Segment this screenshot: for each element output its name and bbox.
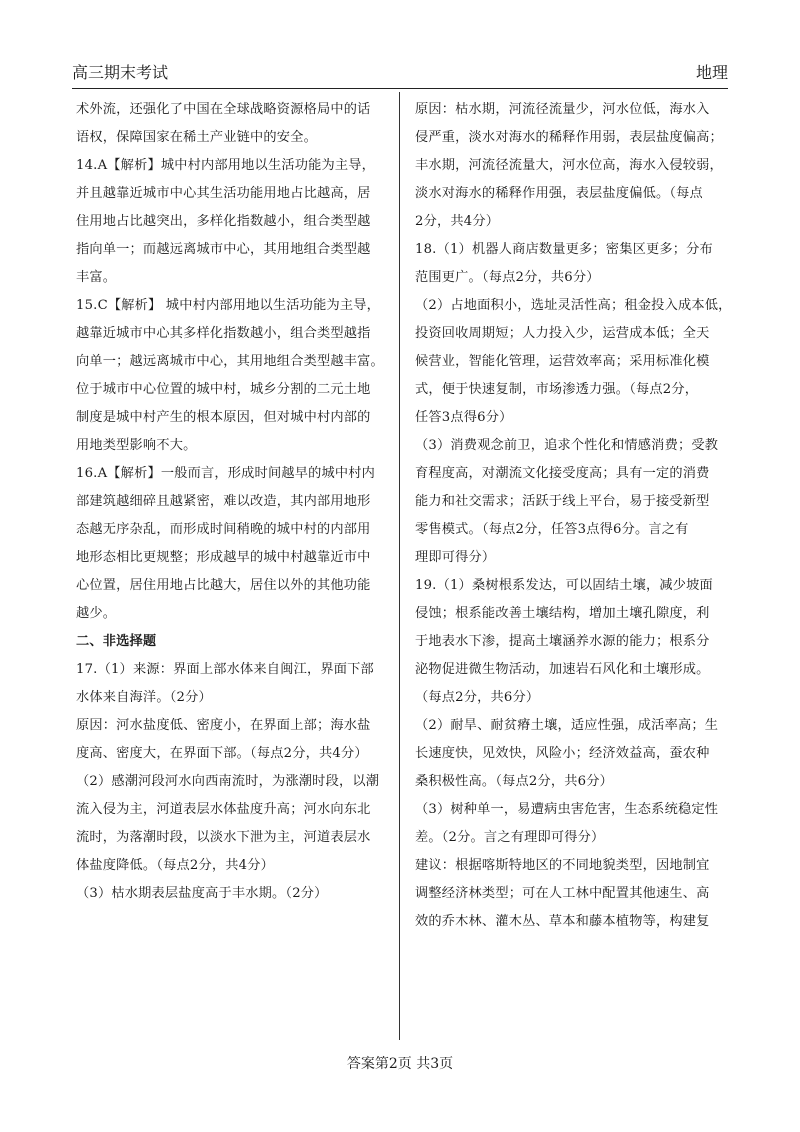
page-footer: 答案第2页 共3页 xyxy=(346,1056,454,1072)
text-line: 零售模式。（每点2分，任答3点得6分。言之有 xyxy=(415,522,689,537)
text-line: 术外流，还强化了中国在全球战略资源格局中的话 xyxy=(76,102,371,117)
text-line: 丰水期，河流径流量大，河水位高，海水入侵较弱， xyxy=(415,158,723,173)
right-column xyxy=(415,96,733,936)
text-line: 桑积极性高。（每点2分，共6分） xyxy=(415,774,614,789)
text-line: 19.（1）桑树根系发达，可以固结土壤，减少坡面 xyxy=(415,578,713,593)
text-line: 调整经济林类型；可在人工林中配置其他速生、高 xyxy=(415,886,710,901)
text-line: （2）占地面积小，选址灵活性高；租金投入成本低， xyxy=(415,298,732,313)
text-line: 地形态相比更规整；形成越早的城中村越靠近市中 xyxy=(76,550,371,565)
page-header xyxy=(72,58,728,89)
text-line: 范围更广。（每点2分，共6分） xyxy=(415,270,600,285)
text-line: 部建筑越细碎且越紧密，难以改造，其内部用地形 xyxy=(76,494,371,509)
text-line: 丰富。 xyxy=(76,270,117,285)
text-line: 侵严重，淡水对海水的稀释作用弱，表层盐度偏高； xyxy=(415,130,723,145)
text-line: 越少。 xyxy=(76,606,117,621)
text-line: （3）枯水期表层盐度高于丰水期。（2分） xyxy=(76,886,328,901)
text-line: 15.C【解析】 城中村内部用地以生活功能为主导， xyxy=(76,298,381,313)
text-line: 心位置，居住用地占比越大，居住以外的其他功能 xyxy=(76,578,371,593)
text-line: 原因：枯水期，河流径流量少，河水位低，海水入 xyxy=(415,102,710,117)
text-line: 16.A【解析】一般而言，形成时间越早的城中村内 xyxy=(76,466,376,481)
text-line: 侵蚀；根系能改善土壤结构，增加土壤孔隙度，利 xyxy=(415,606,710,621)
text-line: 14.A【解析】城中村内部用地以生活功能为主导， xyxy=(76,158,376,173)
text-line: （2）耐旱、耐贫瘠土壤，适应性强，成活率高；生 xyxy=(415,718,719,733)
text-line: 用地类型影响不大。 xyxy=(76,438,197,453)
text-line: 18.（1）机器人商店数量更多；密集区更多；分布 xyxy=(415,242,713,257)
text-line: 向单一；越远离城市中心，其用地组合类型越丰富。 xyxy=(76,354,384,369)
text-line: 淡水对海水的稀释作用强，表层盐度偏低。（每点 xyxy=(415,186,703,201)
text-line: 投资回收周期短；人力投入少，运营成本低；全天 xyxy=(415,326,710,341)
text-line: 候营业，智能化管理，运营效率高；采用标准化模 xyxy=(415,354,710,369)
text-line: 17.（1）来源：界面上部水体来自闽江，界面下部 xyxy=(76,662,374,677)
text-line: 体盐度降低。（每点2分，共4分） xyxy=(76,858,275,873)
text-line: 2分，共4分） xyxy=(415,214,500,229)
text-line: （每点2分，共6分） xyxy=(415,690,540,705)
text-line: 位于城市中心位置的城中村，城乡分割的二元土地 xyxy=(76,382,371,397)
text-line: 建议：根据喀斯特地区的不同地貌类型，因地制宜 xyxy=(415,858,710,873)
text-line: 原因：河水盐度低、密度小，在界面上部；海水盐 xyxy=(76,718,371,733)
text-line: （3）消费观念前卫，追求个性化和情感消费；受教 xyxy=(415,438,719,453)
left-column xyxy=(76,96,396,908)
exam-title: 高三期末考试 xyxy=(72,63,169,82)
text-line: （2）感潮河段河水向西南流时，为涨潮时段，以潮 xyxy=(76,774,380,789)
text-line: 式，便于快速复制，市场渗透力强。（每点2分， xyxy=(415,382,699,397)
text-line: 任答3点得6分） xyxy=(415,410,513,425)
column-divider xyxy=(399,92,400,1040)
text-line: 制度是城中村产生的根本原因，但对城中村内部的 xyxy=(76,410,371,425)
text-line: 并且越靠近城市中心其生活功能用地占比越高，居 xyxy=(76,186,371,201)
text-line: 差。（2分。言之有理即可得分） xyxy=(415,830,605,845)
text-line: 越靠近城市中心其多样化指数越小，组合类型越指 xyxy=(76,326,371,341)
text-line: 于地表水下渗，提高土壤涵养水源的能力；根系分 xyxy=(415,634,710,649)
text-line: 态越无序杂乱，而形成时间稍晚的城中村的内部用 xyxy=(76,522,371,537)
text-line: 水体来自海洋。（2分） xyxy=(76,690,212,705)
text-line: 二、非选择题 xyxy=(76,634,157,649)
text-line: 泌物促进微生物活动，加速岩石风化和土壤形成。 xyxy=(415,662,710,677)
text-line: 住用地占比越突出，多样化指数越小，组合类型越 xyxy=(76,214,371,229)
text-line: 指向单一；而越远离城市中心，其用地组合类型越 xyxy=(76,242,371,257)
text-line: （3）树种单一，易遭病虫害危害，生态系统稳定性 xyxy=(415,802,719,817)
text-line: 流时，为落潮时段，以淡水下泄为主，河道表层水 xyxy=(76,830,371,845)
text-line: 效的乔木林、灌木丛、草本和藤本植物等，构建复 xyxy=(415,914,710,929)
text-line: 理即可得分） xyxy=(415,550,496,565)
text-line: 语权，保障国家在稀土产业链中的安全。 xyxy=(76,130,317,145)
text-line: 长速度快，见效快，风险小；经济效益高，蚕农种 xyxy=(415,746,710,761)
subject-title: 地理 xyxy=(695,63,728,82)
text-line: 育程度高，对潮流文化接受度高；具有一定的消费 xyxy=(415,466,710,481)
text-line: 能力和社交需求；活跃于线上平台，易于接受新型 xyxy=(415,494,710,509)
text-line: 流入侵为主，河道表层水体盐度升高；河水向东北 xyxy=(76,802,371,817)
text-line: 度高、密度大，在界面下部。（每点2分，共4分） xyxy=(76,746,368,761)
